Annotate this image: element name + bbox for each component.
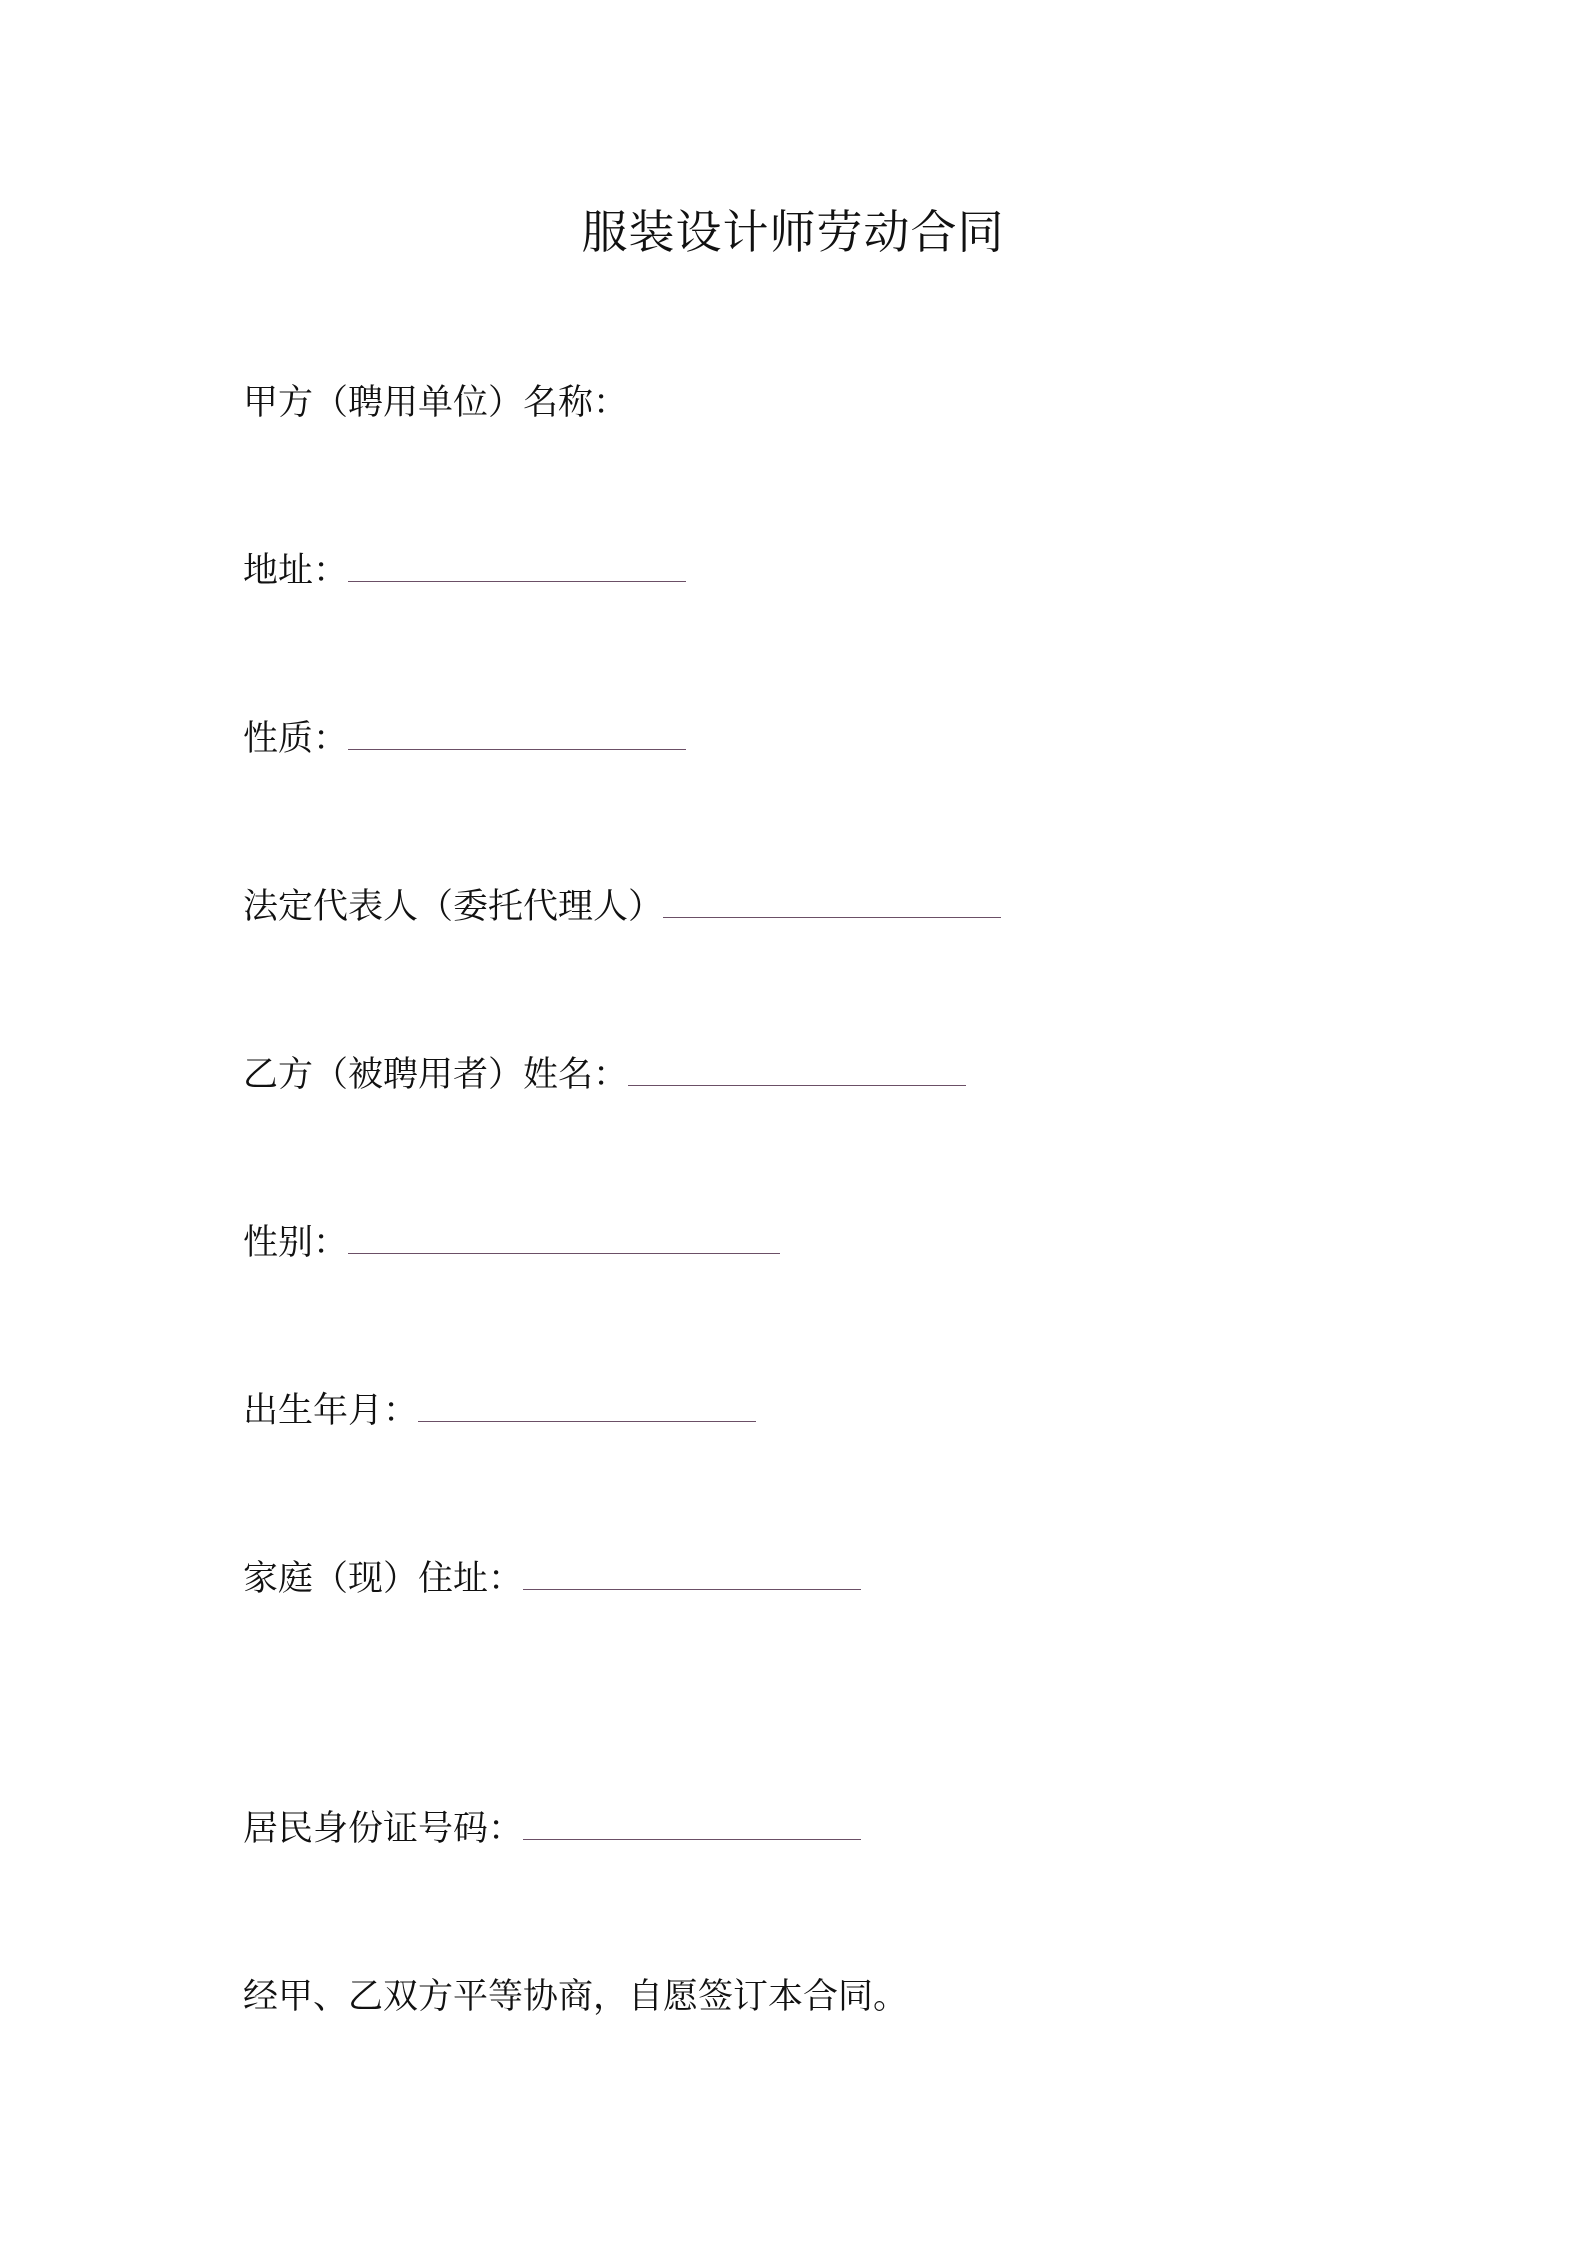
home-address-label: 家庭（现）住址：: [243, 1559, 524, 1599]
address-row: [243, 548, 686, 594]
nature-label: 性质：: [243, 719, 349, 759]
address-label: 地址：: [243, 551, 349, 591]
legal-representative-row: [243, 884, 1001, 930]
birth-date-label: 出生年月：: [243, 1391, 419, 1431]
nature-row: [243, 716, 686, 762]
birth-date-row: [243, 1388, 756, 1434]
employee-name-row: [243, 1052, 966, 1098]
birth-date-blank-line: [418, 1391, 756, 1422]
home-address-row: [243, 1556, 861, 1602]
home-address-blank-line: [523, 1559, 861, 1590]
document-title: 服装设计师劳动合同: [581, 205, 1005, 259]
employee-name-blank-line: [628, 1055, 966, 1086]
id-number-label: 居民身份证号码：: [243, 1809, 524, 1849]
legal-representative-label: 法定代表人（委托代理人）: [243, 887, 664, 927]
employer-name-row: [243, 380, 628, 426]
id-number-row: [243, 1806, 861, 1852]
gender-blank-line: [348, 1223, 780, 1254]
closing-statement: 经甲、乙双方平等协商，自愿签订本合同。: [243, 1977, 909, 2017]
gender-row: [243, 1220, 780, 1266]
nature-blank-line: [348, 719, 686, 750]
employee-name-label: 乙方（被聘用者）姓名：: [243, 1055, 629, 1095]
id-number-blank-line: [523, 1809, 861, 1840]
address-blank-line: [348, 551, 686, 582]
employer-name-label: 甲方（聘用单位）名称：: [243, 383, 629, 423]
legal-representative-blank-line: [663, 887, 1001, 918]
gender-label: 性别：: [243, 1223, 349, 1263]
